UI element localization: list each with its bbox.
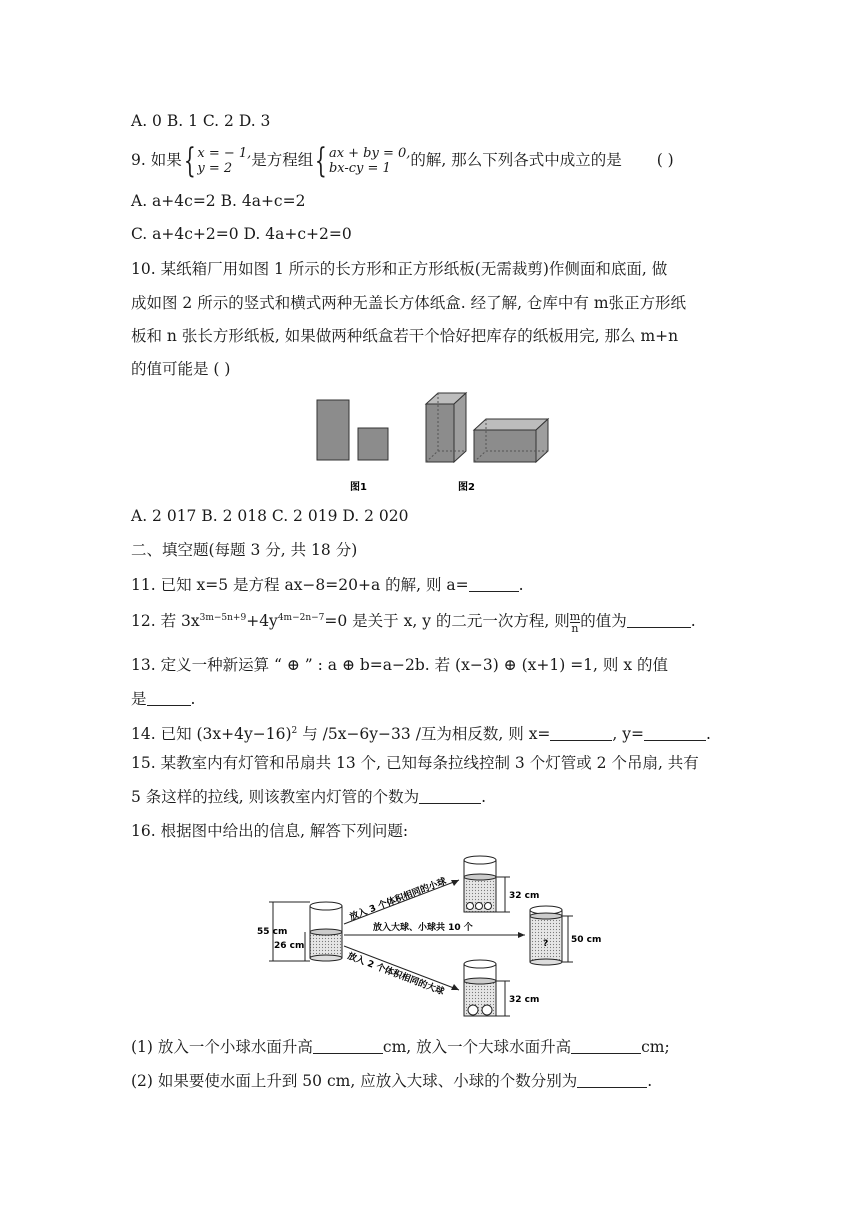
fig2-vertical-box — [426, 393, 466, 462]
q13-line2-text: 是 — [131, 690, 147, 708]
q14-end: . — [706, 725, 711, 744]
q10-line4: 的值可能是 ( ) — [131, 360, 231, 378]
q9-question — [131, 141, 674, 181]
q14-a: 14. 已知 (3x+4y−16) — [131, 725, 292, 744]
q13-blank[interactable] — [147, 689, 191, 706]
q9-mid: 是方程组 — [251, 151, 314, 169]
label-32cm-bottom: 32 cm — [509, 995, 540, 1005]
q12 — [131, 607, 696, 634]
q9-options-2: C. a+4c+2=0 D. 4a+c+2=0 — [131, 225, 352, 243]
cylinder-top — [464, 856, 496, 912]
q9-suffix: 的解, 那么下列各式中成立的是 — [410, 151, 622, 169]
q9-system: { ax + by = 0, bx-cy = 1 — [315, 141, 411, 181]
q15-line1: 15. 某教室内有灯管和吊扇共 13 个, 已知每条拉线控制 3 个灯管或 2 个吊扇, 共有 — [131, 754, 699, 772]
arrow-bottom-label: 放入 2 个体积相同的大球 — [345, 951, 446, 998]
arrow-bottom — [344, 946, 459, 998]
q9-options-1: A. a+4c=2 B. 4a+c=2 — [131, 192, 306, 210]
q14-blank-y[interactable] — [644, 724, 706, 741]
q13-line1: 13. 定义一种新运算 “ ⊕ ” : a ⊕ b=a−2b. 若 (x−3) ⊕ (x+1) =1, 则 x 的值 — [131, 656, 668, 674]
q12-frac-den: n — [571, 621, 579, 635]
label-55cm: 55 cm — [257, 927, 288, 937]
label-32cm-top: 32 cm — [509, 891, 540, 901]
label-question: ? — [543, 939, 549, 949]
arrow-middle — [344, 921, 525, 938]
cylinder-bottom — [464, 960, 496, 1016]
q12-exp2: 4m−2n−7 — [277, 613, 325, 623]
cylinder-right — [530, 906, 562, 965]
q8-options: A. 0 B. 1 C. 2 D. 3 — [131, 112, 271, 130]
q12-d: 的值为 — [580, 612, 627, 631]
q11-text: 11. 已知 x=5 是方程 ax−8=20+a 的解, 则 a= — [131, 576, 469, 594]
q15-line2-text: 5 条这样的拉线, 则该教室内灯管的个数为 — [131, 788, 420, 806]
q16-sub1-c: cm; — [641, 1038, 670, 1056]
q12-a: 12. 若 3x — [131, 612, 200, 631]
q16-sub2-end: . — [647, 1072, 653, 1090]
q16-sub2-a: (2) 如果要使水面上升到 50 cm, 应放入大球、小球的个数分别为 — [131, 1072, 578, 1090]
q11 — [131, 574, 524, 596]
label-50cm: 50 cm — [571, 935, 602, 945]
q12-fraction — [570, 611, 580, 634]
cylinder-left — [310, 902, 342, 961]
fig2-label: 图2 — [458, 482, 475, 493]
q11-blank[interactable] — [469, 575, 519, 592]
q14-c: , y= — [612, 725, 645, 744]
q14 — [131, 720, 711, 745]
q10-line2: 成如图 2 所示的竖式和横式两种无盖长方体纸盒. 经了解, 仓库中有 m张正方形纸 — [131, 294, 687, 312]
arrow-top-label: 放入 3 个体积相同的小球 — [348, 876, 448, 923]
q16-blank-small[interactable] — [313, 1037, 383, 1054]
q12-frac-num: m — [569, 609, 581, 623]
q14-b: 与 /5x−6y−33 /互为相反数, 则 x= — [297, 725, 551, 744]
q16-figure — [255, 850, 605, 1028]
q9-solution: { x = − 1, y = 2 — [183, 141, 252, 181]
q11-end: . — [518, 576, 524, 594]
q15-line2 — [131, 786, 486, 808]
q10-line3: 板和 n 张长方形纸板, 如果做两种纸盒若干个恰好把库存的纸板用完, 那么 m+n — [131, 327, 679, 345]
fig2-horizontal-box — [474, 419, 548, 462]
q9-sys-row1: ax + by = 0, — [328, 146, 411, 161]
q12-exp1: 3m−5n+9 — [199, 613, 247, 623]
q16-blank-large[interactable] — [571, 1037, 641, 1054]
q13-end: . — [190, 690, 196, 708]
q14-blank-x[interactable] — [550, 724, 612, 741]
q9-sol-row2: y = 2 — [197, 161, 233, 176]
fig1-label: 图1 — [350, 482, 367, 493]
q15-blank[interactable] — [419, 787, 481, 804]
q16-sub1-a: (1) 放入一个小球水面升高 — [131, 1038, 313, 1056]
arrow-mid-label: 放入大球、小球共 10 个 — [373, 923, 473, 933]
q12-c: =0 是关于 x, y 的二元一次方程, 则 — [324, 612, 570, 631]
q9-sol-row1: x = − 1, — [197, 146, 252, 161]
q12-blank[interactable] — [627, 611, 691, 628]
arrow-top — [344, 875, 459, 924]
q10-line1: 10. 某纸箱厂用如图 1 所示的长方形和正方形纸板(无需裁剪)作侧面和底面, 做 — [131, 260, 668, 278]
q16-sub1 — [131, 1036, 670, 1058]
q16-blank-count[interactable] — [577, 1071, 647, 1088]
label-26cm: 26 cm — [274, 941, 305, 951]
q12-end: . — [690, 612, 696, 631]
q9-sys-row2: bx-cy = 1 — [328, 161, 391, 176]
q12-b: +4y — [246, 612, 278, 631]
q16-text: 16. 根据图中给出的信息, 解答下列问题: — [131, 822, 409, 840]
q10-options: A. 2 017 B. 2 018 C. 2 019 D. 2 020 — [131, 507, 409, 525]
fig1-square — [358, 428, 388, 460]
q9-answer-paren: ( ) — [656, 151, 674, 169]
q14-sup: 2 — [291, 726, 298, 736]
q16-sub1-b: cm, 放入一个大球水面升高 — [382, 1038, 572, 1056]
q15-end: . — [481, 788, 487, 806]
fig1-rectangle — [317, 400, 349, 460]
q16-sub2 — [131, 1070, 652, 1092]
q10-figure — [300, 388, 560, 498]
q13-line2 — [131, 688, 195, 710]
section-heading: 二、填空题(每题 3 分, 共 18 分) — [131, 541, 358, 559]
q9-prefix: 9. 如果 — [131, 151, 182, 169]
